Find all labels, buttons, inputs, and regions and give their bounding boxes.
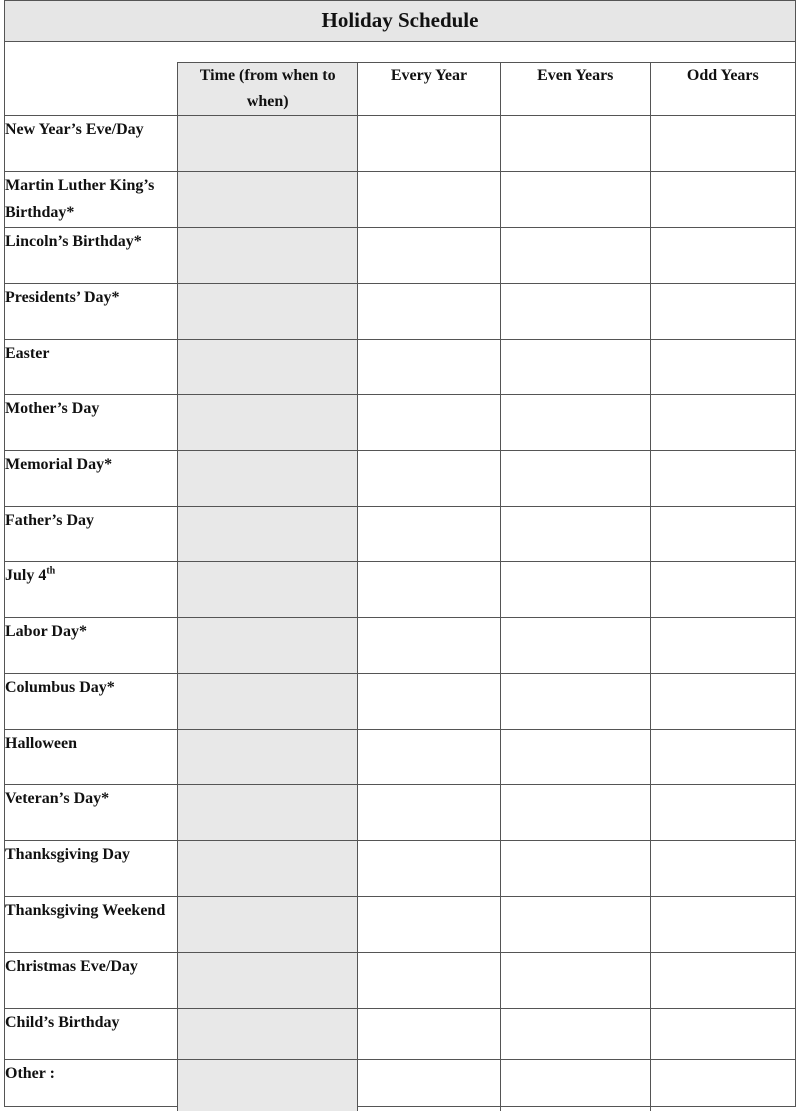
odd-years-cell[interactable] bbox=[650, 897, 795, 953]
table-row bbox=[5, 562, 795, 618]
every-year-cell[interactable] bbox=[358, 562, 501, 618]
time-entry-cell[interactable] bbox=[178, 730, 358, 785]
every-year-cell[interactable] bbox=[358, 674, 501, 730]
holiday-label bbox=[5, 897, 178, 953]
table-row bbox=[5, 507, 795, 562]
time-entry-cell[interactable] bbox=[178, 284, 358, 340]
header-row bbox=[5, 63, 795, 116]
table-row bbox=[5, 730, 795, 785]
odd-years-cell[interactable] bbox=[650, 340, 795, 395]
odd-years-cell[interactable] bbox=[650, 953, 795, 1009]
odd-years-cell[interactable] bbox=[650, 172, 795, 228]
table-row bbox=[5, 340, 795, 395]
holiday-label bbox=[5, 562, 178, 618]
time-entry-cell[interactable] bbox=[178, 172, 358, 228]
holiday-name: Veteran’s Day* bbox=[5, 790, 110, 807]
table-row bbox=[5, 1060, 795, 1111]
time-entry-cell[interactable] bbox=[178, 841, 358, 897]
every-year-cell[interactable] bbox=[358, 1009, 501, 1060]
holiday-name: Thanksgiving Day bbox=[5, 846, 130, 863]
odd-years-cell[interactable] bbox=[650, 785, 795, 841]
time-entry-cell[interactable] bbox=[178, 228, 358, 284]
every-year-cell[interactable] bbox=[358, 284, 501, 340]
every-year-cell[interactable] bbox=[358, 451, 501, 507]
holiday-name: Child’s Birthday bbox=[5, 1014, 120, 1031]
every-year-cell[interactable] bbox=[358, 340, 501, 395]
even-years-cell[interactable] bbox=[500, 172, 650, 228]
even-years-cell[interactable] bbox=[500, 897, 650, 953]
holiday-name: Mother’s Day bbox=[5, 400, 100, 417]
ordinal-suffix: th bbox=[46, 565, 56, 577]
odd-years-cell[interactable] bbox=[650, 841, 795, 897]
holiday-name: Halloween bbox=[5, 735, 77, 752]
odd-years-cell[interactable] bbox=[650, 562, 795, 618]
holiday-name: Christmas Eve/Day bbox=[5, 958, 138, 975]
holiday-name: New Year’s Eve/Day bbox=[5, 121, 144, 138]
time-entry-cell[interactable] bbox=[178, 785, 358, 841]
odd-years-cell[interactable] bbox=[650, 674, 795, 730]
table-row bbox=[5, 897, 795, 953]
holiday-label bbox=[5, 618, 178, 674]
even-years-cell[interactable] bbox=[500, 730, 650, 785]
time-entry-cell[interactable] bbox=[178, 395, 358, 451]
table-row bbox=[5, 228, 795, 284]
even-years-cell[interactable] bbox=[500, 451, 650, 507]
every-year-cell[interactable] bbox=[358, 395, 501, 451]
time-entry-cell[interactable] bbox=[178, 953, 358, 1009]
table-row bbox=[5, 116, 795, 172]
schedule-rows bbox=[5, 116, 795, 1111]
form-title: Holiday Schedule bbox=[5, 1, 795, 42]
holiday-name: Labor Day* bbox=[5, 623, 87, 640]
every-year-cell[interactable] bbox=[358, 785, 501, 841]
every-year-cell[interactable] bbox=[358, 228, 501, 284]
holiday-label bbox=[5, 116, 178, 172]
even-years-cell[interactable] bbox=[500, 841, 650, 897]
holiday-label bbox=[5, 451, 178, 507]
holiday-label bbox=[5, 1009, 178, 1060]
table-row bbox=[5, 1009, 795, 1060]
table-row bbox=[5, 618, 795, 674]
every-year-cell[interactable] bbox=[358, 1060, 501, 1111]
holiday-label bbox=[5, 841, 178, 897]
time-entry-cell[interactable] bbox=[178, 507, 358, 562]
table-row bbox=[5, 841, 795, 897]
holiday-label bbox=[5, 674, 178, 730]
time-entry-cell[interactable] bbox=[178, 451, 358, 507]
holiday-schedule-form bbox=[4, 0, 796, 1107]
column-header-time: Time (from when to when) bbox=[178, 63, 358, 116]
holiday-label bbox=[5, 953, 178, 1009]
even-years-cell[interactable] bbox=[500, 618, 650, 674]
odd-years-cell[interactable] bbox=[650, 1009, 795, 1060]
holiday-name: Other : bbox=[5, 1065, 55, 1082]
table-row bbox=[5, 674, 795, 730]
holiday-label bbox=[5, 340, 178, 395]
every-year-cell[interactable] bbox=[358, 841, 501, 897]
even-years-cell[interactable] bbox=[500, 785, 650, 841]
holiday-name: Easter bbox=[5, 345, 50, 362]
time-entry-cell[interactable] bbox=[178, 897, 358, 953]
even-years-cell[interactable] bbox=[500, 116, 650, 172]
even-years-cell[interactable] bbox=[500, 953, 650, 1009]
time-entry-cell[interactable] bbox=[178, 1060, 358, 1111]
holiday-name: Martin Luther King’s Birthday* bbox=[5, 177, 155, 221]
even-years-cell[interactable] bbox=[500, 1060, 650, 1111]
every-year-cell[interactable] bbox=[358, 116, 501, 172]
every-year-cell[interactable] bbox=[358, 730, 501, 785]
every-year-cell[interactable] bbox=[358, 172, 501, 228]
corner-cell bbox=[5, 63, 178, 116]
holiday-label bbox=[5, 284, 178, 340]
odd-years-cell[interactable] bbox=[650, 395, 795, 451]
holiday-label bbox=[5, 395, 178, 451]
holiday-label bbox=[5, 228, 178, 284]
even-years-cell[interactable] bbox=[500, 284, 650, 340]
holiday-label bbox=[5, 730, 178, 785]
holiday-label bbox=[5, 507, 178, 562]
holiday-name: Columbus Day* bbox=[5, 679, 115, 696]
even-years-cell[interactable] bbox=[500, 507, 650, 562]
table-row bbox=[5, 785, 795, 841]
holiday-name: Presidents’ Day* bbox=[5, 289, 120, 306]
odd-years-cell[interactable] bbox=[650, 116, 795, 172]
every-year-cell[interactable] bbox=[358, 953, 501, 1009]
every-year-cell[interactable] bbox=[358, 618, 501, 674]
time-entry-cell[interactable] bbox=[178, 618, 358, 674]
table-row bbox=[5, 172, 795, 228]
holiday-name: Memorial Day* bbox=[5, 456, 113, 473]
schedule-table bbox=[5, 62, 795, 1111]
odd-years-cell[interactable] bbox=[650, 730, 795, 785]
time-entry-cell[interactable] bbox=[178, 116, 358, 172]
time-entry-cell[interactable] bbox=[178, 674, 358, 730]
holiday-name: Thanksgiving Weekend bbox=[5, 902, 166, 919]
time-entry-cell[interactable] bbox=[178, 340, 358, 395]
time-entry-cell[interactable] bbox=[178, 1009, 358, 1060]
time-entry-cell[interactable] bbox=[178, 562, 358, 618]
every-year-cell[interactable] bbox=[358, 507, 501, 562]
holiday-label bbox=[5, 172, 178, 228]
table-row bbox=[5, 395, 795, 451]
every-year-cell[interactable] bbox=[358, 897, 501, 953]
table-row bbox=[5, 451, 795, 507]
even-years-cell[interactable] bbox=[500, 1009, 650, 1060]
table-row bbox=[5, 953, 795, 1009]
even-years-cell[interactable] bbox=[500, 674, 650, 730]
even-years-cell[interactable] bbox=[500, 395, 650, 451]
holiday-name: Father’s Day bbox=[5, 512, 95, 529]
holiday-name: Lincoln’s Birthday* bbox=[5, 233, 142, 250]
even-years-cell[interactable] bbox=[500, 340, 650, 395]
holiday-label bbox=[5, 1060, 178, 1111]
table-row bbox=[5, 284, 795, 340]
even-years-cell[interactable] bbox=[500, 562, 650, 618]
column-header-even-years: Even Years bbox=[500, 63, 650, 116]
odd-years-cell[interactable] bbox=[650, 1060, 795, 1111]
odd-years-cell[interactable] bbox=[650, 284, 795, 340]
holiday-name: July 4 bbox=[5, 567, 47, 584]
column-header-odd-years: Odd Years bbox=[650, 63, 795, 116]
holiday-label bbox=[5, 785, 178, 841]
odd-years-cell[interactable] bbox=[650, 228, 795, 284]
odd-years-cell[interactable] bbox=[650, 451, 795, 507]
odd-years-cell[interactable] bbox=[650, 507, 795, 562]
column-header-every-year: Every Year bbox=[358, 63, 501, 116]
header-spacer bbox=[5, 42, 795, 62]
odd-years-cell[interactable] bbox=[650, 618, 795, 674]
even-years-cell[interactable] bbox=[500, 228, 650, 284]
